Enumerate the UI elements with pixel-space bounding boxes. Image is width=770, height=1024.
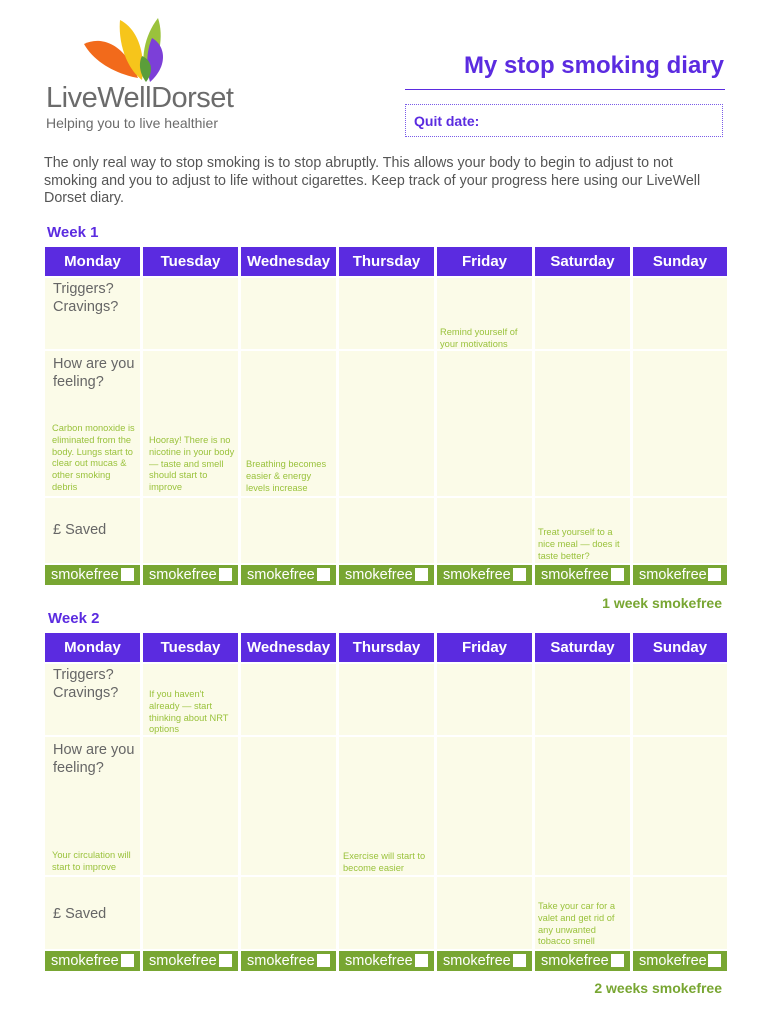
w2-triggers-sat[interactable] — [535, 664, 630, 735]
checkbox[interactable] — [611, 954, 624, 967]
w1-smokefree-sat[interactable]: smokefree — [535, 565, 630, 585]
day-header-friday: Friday — [437, 247, 532, 276]
triggers-label: Triggers? Cravings? — [53, 667, 119, 701]
w2-triggers-sun[interactable] — [633, 664, 727, 735]
w1-triggers-tue[interactable] — [143, 278, 238, 349]
w2-saved-thu[interactable] — [339, 877, 434, 949]
saved-label: £ Saved — [53, 522, 107, 538]
w1-triggers-sun[interactable] — [633, 278, 727, 349]
w2-feeling-tue[interactable] — [143, 737, 238, 875]
checkbox[interactable] — [415, 954, 428, 967]
checkbox[interactable] — [415, 568, 428, 581]
checkbox[interactable] — [317, 954, 330, 967]
week-2-grid — [45, 633, 727, 973]
livewell-logo-icon — [80, 16, 190, 88]
week-1-grid — [45, 247, 727, 587]
w1-smokefree-tue[interactable]: smokefree — [143, 565, 238, 585]
day-header-tuesday: Tuesday — [143, 633, 238, 662]
day-header-sunday: Sunday — [633, 633, 727, 662]
w1-smokefree-fri[interactable]: smokefree — [437, 565, 532, 585]
w1-feeling-sat[interactable] — [535, 351, 630, 496]
title-divider — [405, 89, 725, 90]
checkbox[interactable] — [708, 568, 721, 581]
w1-triggers-thu[interactable] — [339, 278, 434, 349]
w1-saved-tue[interactable] — [143, 498, 238, 563]
day-header-thursday: Thursday — [339, 247, 434, 276]
checkbox[interactable] — [121, 954, 134, 967]
feeling-label: How are you feeling? — [53, 742, 135, 776]
checkbox[interactable] — [513, 954, 526, 967]
w2-triggers-thu[interactable] — [339, 664, 434, 735]
day-header-sunday: Sunday — [633, 247, 727, 276]
tagline: Helping you to live healthier — [46, 115, 218, 131]
w1-smokefree-wed[interactable]: smokefree — [241, 565, 336, 585]
triggers-label: Triggers? Cravings? — [53, 281, 119, 315]
note-exercise: Exercise will start to become easier — [343, 851, 426, 873]
w1-feeling-fri[interactable] — [437, 351, 532, 496]
w1-saved-fri[interactable] — [437, 498, 532, 563]
checkbox[interactable] — [611, 568, 624, 581]
day-header-wednesday: Wednesday — [241, 247, 336, 276]
week-2-milestone: 2 weeks smokefree — [594, 980, 722, 996]
checkbox[interactable] — [513, 568, 526, 581]
day-header-monday: Monday — [45, 633, 140, 662]
checkbox[interactable] — [219, 954, 232, 967]
quit-date-label: Quit date: — [414, 113, 480, 129]
feeling-label: How are you feeling? — [53, 356, 135, 390]
w2-smokefree-tue[interactable]: smokefree — [143, 951, 238, 971]
day-header-friday: Friday — [437, 633, 532, 662]
note-breathing: Breathing becomes easier & energy levels increase — [246, 459, 327, 493]
saved-label: £ Saved — [53, 906, 107, 922]
checkbox[interactable] — [121, 568, 134, 581]
note-motivations: Remind yourself of your motivations — [440, 327, 518, 349]
w2-smokefree-fri[interactable]: smokefree — [437, 951, 532, 971]
w1-smokefree-mon[interactable]: smokefree — [45, 565, 140, 585]
brand-name: LiveWellDorset — [46, 82, 234, 114]
w2-triggers-fri[interactable] — [437, 664, 532, 735]
note-carbon-monoxide: Carbon monoxide is eliminated from the body. Lungs start to clear out mucas & other smoking debris — [52, 423, 135, 492]
w2-smokefree-sat[interactable]: smokefree — [535, 951, 630, 971]
w2-smokefree-sun[interactable]: smokefree — [633, 951, 727, 971]
w2-saved-sun[interactable] — [633, 877, 727, 949]
w1-saved-wed[interactable] — [241, 498, 336, 563]
w2-feeling-fri[interactable] — [437, 737, 532, 875]
note-circulation: Your circulation will start to improve — [52, 850, 131, 872]
w1-feeling-sun[interactable] — [633, 351, 727, 496]
day-header-wednesday: Wednesday — [241, 633, 336, 662]
w1-triggers-wed[interactable] — [241, 278, 336, 349]
w2-feeling-wed[interactable] — [241, 737, 336, 875]
checkbox[interactable] — [317, 568, 330, 581]
quit-date-field[interactable] — [405, 104, 723, 137]
checkbox[interactable] — [708, 954, 721, 967]
w2-smokefree-mon[interactable]: smokefree — [45, 951, 140, 971]
w2-saved-wed[interactable] — [241, 877, 336, 949]
w1-feeling-thu[interactable] — [339, 351, 434, 496]
day-header-tuesday: Tuesday — [143, 247, 238, 276]
w2-smokefree-wed[interactable]: smokefree — [241, 951, 336, 971]
w1-saved-sun[interactable] — [633, 498, 727, 563]
day-header-thursday: Thursday — [339, 633, 434, 662]
week-1-label: Week 1 — [47, 224, 99, 241]
intro-text: The only real way to stop smoking is to stop abruptly. This allows your body to begin to adjust to not smoking and you to adjust to life without cigarettes. Keep track of your progress here using our LiveWell Dorset diary. — [44, 155, 701, 206]
day-header-saturday: Saturday — [535, 247, 630, 276]
w2-feeling-sat[interactable] — [535, 737, 630, 875]
note-nice-meal: Treat yourself to a nice meal — does it taste better? — [538, 527, 620, 561]
day-header-monday: Monday — [45, 247, 140, 276]
w1-triggers-sat[interactable] — [535, 278, 630, 349]
note-car-valet: Take your car for a valet and get rid of any unwanted tobacco smell — [538, 901, 615, 947]
checkbox[interactable] — [219, 568, 232, 581]
w2-feeling-sun[interactable] — [633, 737, 727, 875]
note-nrt: If you haven't already — start thinking about NRT options — [149, 689, 229, 735]
day-header-saturday: Saturday — [535, 633, 630, 662]
w2-smokefree-thu[interactable]: smokefree — [339, 951, 434, 971]
week-2-label: Week 2 — [48, 610, 100, 627]
w1-saved-thu[interactable] — [339, 498, 434, 563]
w2-saved-fri[interactable] — [437, 877, 532, 949]
w1-smokefree-sun[interactable]: smokefree — [633, 565, 727, 585]
page-title: My stop smoking diary — [463, 52, 724, 79]
w2-saved-tue[interactable] — [143, 877, 238, 949]
w1-smokefree-thu[interactable]: smokefree — [339, 565, 434, 585]
week-1-milestone: 1 week smokefree — [602, 595, 722, 611]
note-no-nicotine: Hooray! There is no nicotine in your body — taste and smell should start to improve — [149, 435, 235, 493]
w2-triggers-wed[interactable] — [241, 664, 336, 735]
